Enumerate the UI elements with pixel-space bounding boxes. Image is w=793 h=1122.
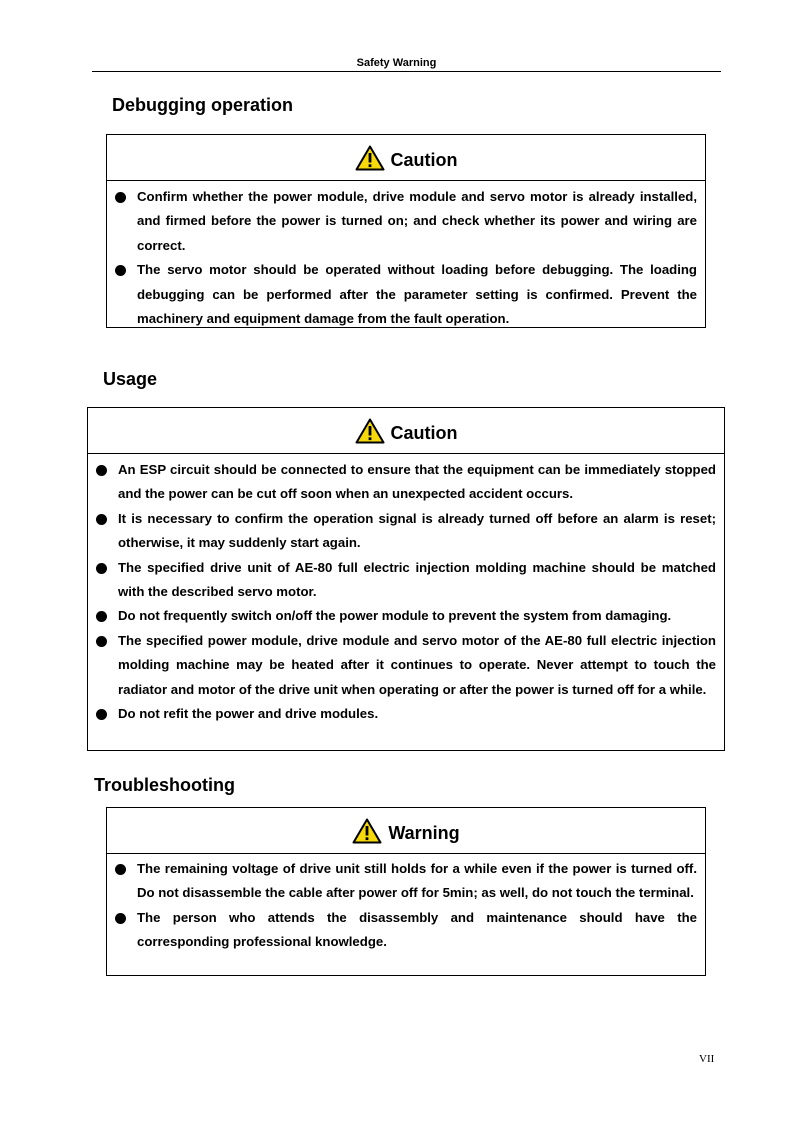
caution-list: [88, 454, 724, 726]
running-header: Safety Warning: [356, 57, 437, 69]
caution-box-debugging: [106, 134, 706, 328]
bullet-icon: [96, 563, 107, 574]
list-item: Do not refit the power and drive modules.: [118, 702, 716, 726]
section-title-usage: Usage: [103, 369, 158, 389]
box-label: Caution: [390, 150, 458, 170]
list-item: The person who attends the disassembly and maintenance should have the corresponding professional knowledge.: [137, 906, 697, 955]
caution-box-usage: [87, 407, 725, 751]
bullet-icon: [96, 709, 107, 720]
list-item: The specified drive unit of AE-80 full electric injection molding machine should be matched with the described servo motor.: [118, 556, 716, 605]
section-title-debugging: Debugging operation: [112, 95, 293, 115]
bullet-icon: [96, 465, 107, 476]
bullet-icon: [115, 192, 126, 203]
warning-triangle-icon: [352, 818, 382, 844]
bullet-icon: [115, 913, 126, 924]
bullet-icon: [115, 864, 126, 875]
list-item: The servo motor should be operated without loading before debugging. The loading debugging can be performed after the parameter setting is confirmed. Prevent the machinery and equipment damage from the fault operation.: [137, 258, 697, 331]
list-item: Confirm whether the power module, drive module and servo motor is already installed, and firmed before the power is turned on; and check whether its power and wiring are correct.: [137, 185, 697, 258]
warning-triangle-icon: [355, 418, 385, 444]
list-item: Do not frequently switch on/off the power module to prevent the system from damaging.: [118, 604, 716, 628]
warning-triangle-icon: [355, 145, 385, 171]
bullet-icon: [96, 514, 107, 525]
warning-list: [107, 854, 705, 955]
box-header: [107, 808, 705, 854]
header-rule: [92, 71, 721, 72]
list-item: It is necessary to confirm the operation signal is already turned off before an alarm is reset; otherwise, it may suddenly start again.: [118, 507, 716, 556]
list-item: An ESP circuit should be connected to ensure that the equipment can be immediately stopped and the power can be cut off soon when an unexpected accident occurs.: [118, 458, 716, 507]
warning-box-troubleshooting: [106, 807, 706, 976]
bullet-icon: [96, 636, 107, 647]
box-label: Caution: [390, 423, 458, 443]
bullet-icon: [115, 265, 126, 276]
page-number: VII: [699, 1053, 715, 1065]
caution-list: [107, 181, 705, 331]
list-item: The remaining voltage of drive unit still holds for a while even if the power is turned off. Do not disassemble the cable after power off for 5min; as well, do not touch the terminal.: [137, 857, 697, 906]
box-header: [88, 408, 724, 454]
box-header: [107, 135, 705, 181]
list-item: The specified power module, drive module and servo motor of the AE-80 full electric injection molding machine may be heated after it continues to operate. Never attempt to touch the radiator and motor of the drive unit when operating or after the power is turned off for a while.: [118, 629, 716, 702]
box-label: Warning: [388, 823, 460, 843]
bullet-icon: [96, 611, 107, 622]
section-title-troubleshooting: Troubleshooting: [94, 775, 235, 795]
